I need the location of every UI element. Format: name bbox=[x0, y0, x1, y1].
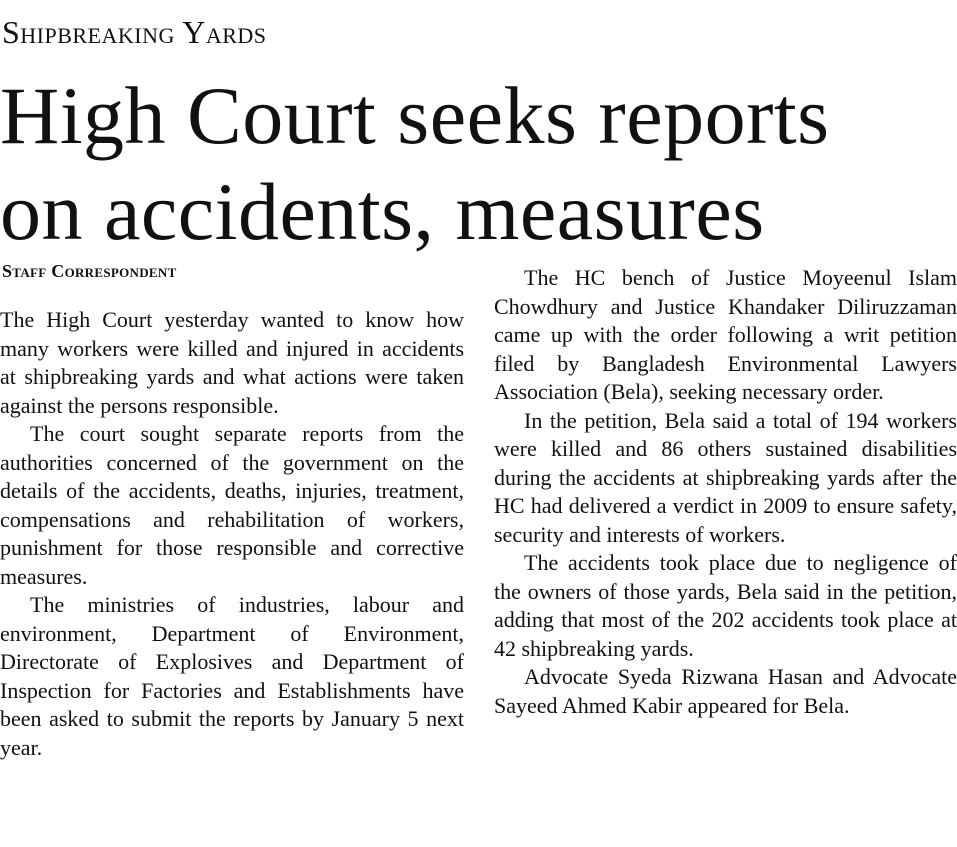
right-column bbox=[494, 264, 957, 720]
byline: Staff Correspondent bbox=[2, 261, 177, 281]
headline bbox=[0, 68, 957, 260]
paragraph: The court sought separate reports from the authorities concerned of the government on the details of the accidents, deaths, injuries, treatment, compensations and rehabilitation of workers, punishment for those responsible and corrective measures. bbox=[0, 421, 464, 589]
paragraph: In the petition, Bela said a total of 194 workers were killed and 86 others sustained disabilities during the accidents at shipbreaking yards after the HC had delivered a verdict in 2009 to ensure safety, security and interests of workers. bbox=[494, 407, 957, 547]
headline-line-1: High Court seeks reports bbox=[0, 70, 830, 161]
paragraph: The High Court yesterday wanted to know how many workers were killed and injured in accidents at shipbreaking yards and what actions were taken against the persons responsible. bbox=[0, 307, 464, 418]
paragraph: The ministries of industries, labour and environment, Department of Environment, Directorate of Explosives and Department of Inspection for Factories and Establishments have been asked to submit the reports by January 5 next year. bbox=[0, 592, 464, 760]
headline-line-2: on accidents, measures bbox=[0, 166, 765, 257]
section-kicker: Shipbreaking Yards bbox=[2, 14, 267, 50]
paragraph: The HC bench of Justice Moyeenul Islam Chowdhury and Justice Khandaker Diliruzzaman came up with the order following a writ petition filed by Bangladesh Environmental Lawyers Association (Bela), seeking necessary order. bbox=[494, 265, 957, 404]
paragraph: Advocate Syeda Rizwana Hasan and Advocate Sayeed Ahmed Kabir appeared for Bela. bbox=[494, 664, 957, 718]
paragraph: The accidents took place due to negligence of the owners of those yards, Bela said in the petition, adding that most of the 202 accidents took place at 42 shipbreaking yards. bbox=[494, 550, 957, 661]
left-column bbox=[0, 306, 464, 762]
